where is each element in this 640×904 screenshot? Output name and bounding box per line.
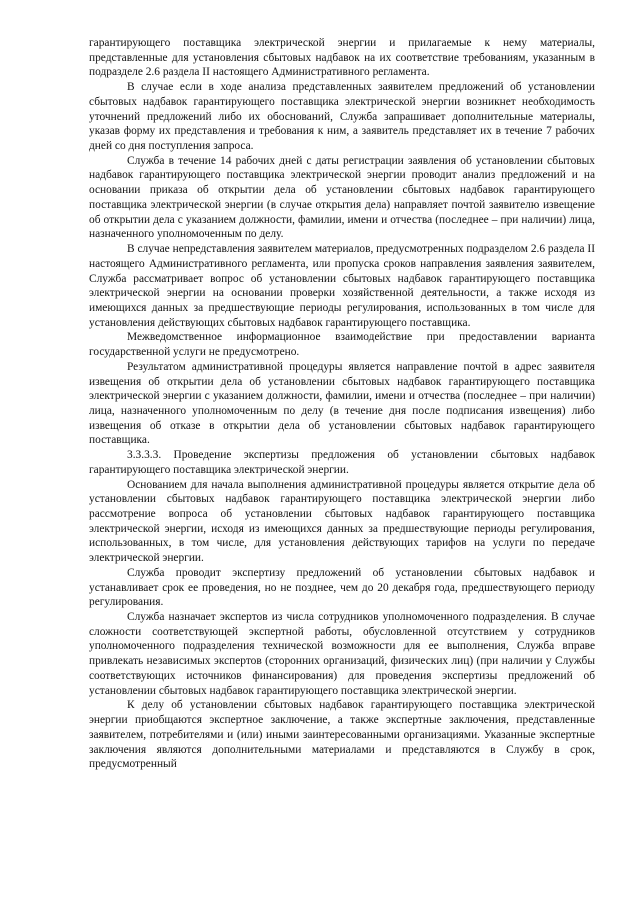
document-page xyxy=(89,36,595,772)
paragraph-10: К делу об установлении сбытовых надбавок гарантирующего поставщика электрической энергии приобщаются экспертное заключение, а также экспертные заключения, представленные заявителем, потребителями и (или) иными заинтересованными организациями. Указанные экспертные заключения являются дополнительными материалами и представляются в Службу в срок, предусмотренный xyxy=(89,699,595,771)
paragraph-2: В случае если в ходе анализа представленных заявителем предложений об установлении сбытовых надбавок гарантирующего поставщика электрической энергии возникнет необходимость уточнений предложений либо их обоснований, Служба запрашивает дополнительные материалы, указав форму их представления и требования к ним, а заявитель представляет их в течение 7 рабочих дней со дня поступления запроса. xyxy=(89,81,595,153)
paragraph-9: Служба назначает экспертов из числа сотрудников уполномоченного подразделения. В случае сложности соответствующей экспертной работы, обусловленной отсутствием у сотрудников уполномоченного подразделения технической возможности для ее выполнения, Служба вправе привлекать независимых экспертов (сторонних организаций, физических лиц) (при наличии у Службы соответствующих источников финансирования) для проведения экспертизы предложений об установлении сбытовых надбавок гарантирующего поставщика электрической энергии. xyxy=(89,611,595,697)
paragraph-8: Служба проводит экспертизу предложений об установлении сбытовых надбавок и устанавливает срок ее проведения, но не позднее, чем до 20 декабря года, предшествующего периоду регулирования. xyxy=(89,566,595,609)
paragraph-7: Основанием для начала выполнения административной процедуры является открытие дела об установлении сбытовых надбавок гарантирующего поставщика электрической энергии либо рассмотрение вопроса об установлении сбытовых надбавок гарантирующего поставщика электрической энергии, исходя из имеющихся данных за предшествующие периоды регулирования, использованных, в том числе, для установления действующих тарифов на услуги по передаче электрической энергии. xyxy=(89,478,595,565)
section-heading-3-3-3-3: 3.3.3.3. Проведение экспертизы предложения об установлении сбытовых надбавок гарантирующего поставщика электрической энергии. xyxy=(89,449,595,476)
paragraph-5: Межведомственное информационное взаимодействие при предоставлении варианта государственной услуги не предусмотрено. xyxy=(89,331,595,359)
paragraph-3: Служба в течение 14 рабочих дней с даты регистрации заявления об установлении сбытовых надбавок гарантирующего поставщика электрической энергии проводит анализ предложений и на основании приказа об открытии дела об установлении сбытовых надбавок гарантирующего поставщика электрической энергии (в случае открытия дела) направляет почтой заявителю извещение об открытии дела с указанием должности, фамилии, имени и отчества (последнее – при наличии) лица, назначенного уполномоченным по делу. xyxy=(89,154,595,241)
paragraph-4: В случае непредставления заявителем материалов, предусмотренных подразделом 2.6 раздела II настоящего Административного регламента, или пропуска сроков направления заявления заявителем, Служба рассматривает вопрос об установлении сбытовых надбавок гарантирующего поставщика электрической энергии на основании проверки хозяйственной деятельности, а также исходя из имеющихся данных за предшествующие периоды регулирования, использованных в том числе для установления действующих сбытовых надбавок гарантирующего поставщика. xyxy=(89,243,595,329)
paragraph-1: гарантирующего поставщика электрической энергии и прилагаемые к нему материалы, представленные для установления сбытовых надбавок на их соответствие требованиям, указанным в подразделе 2.6 раздела II настоящего Административного регламента. xyxy=(89,37,595,79)
paragraph-6: Результатом административной процедуры является направление почтой в адрес заявителя извещения об открытии дела об установлении сбытовых надбавок гарантирующего поставщика электрической энергии с указанием должности, фамилии, имени и отчества (последнее – при наличии) лица, назначенного уполномоченным по делу (в течение дня после подписания извещения) либо извещения об отказе в открытии дела об установлении сбытовых надбавок гарантирующего поставщика. xyxy=(89,360,595,447)
